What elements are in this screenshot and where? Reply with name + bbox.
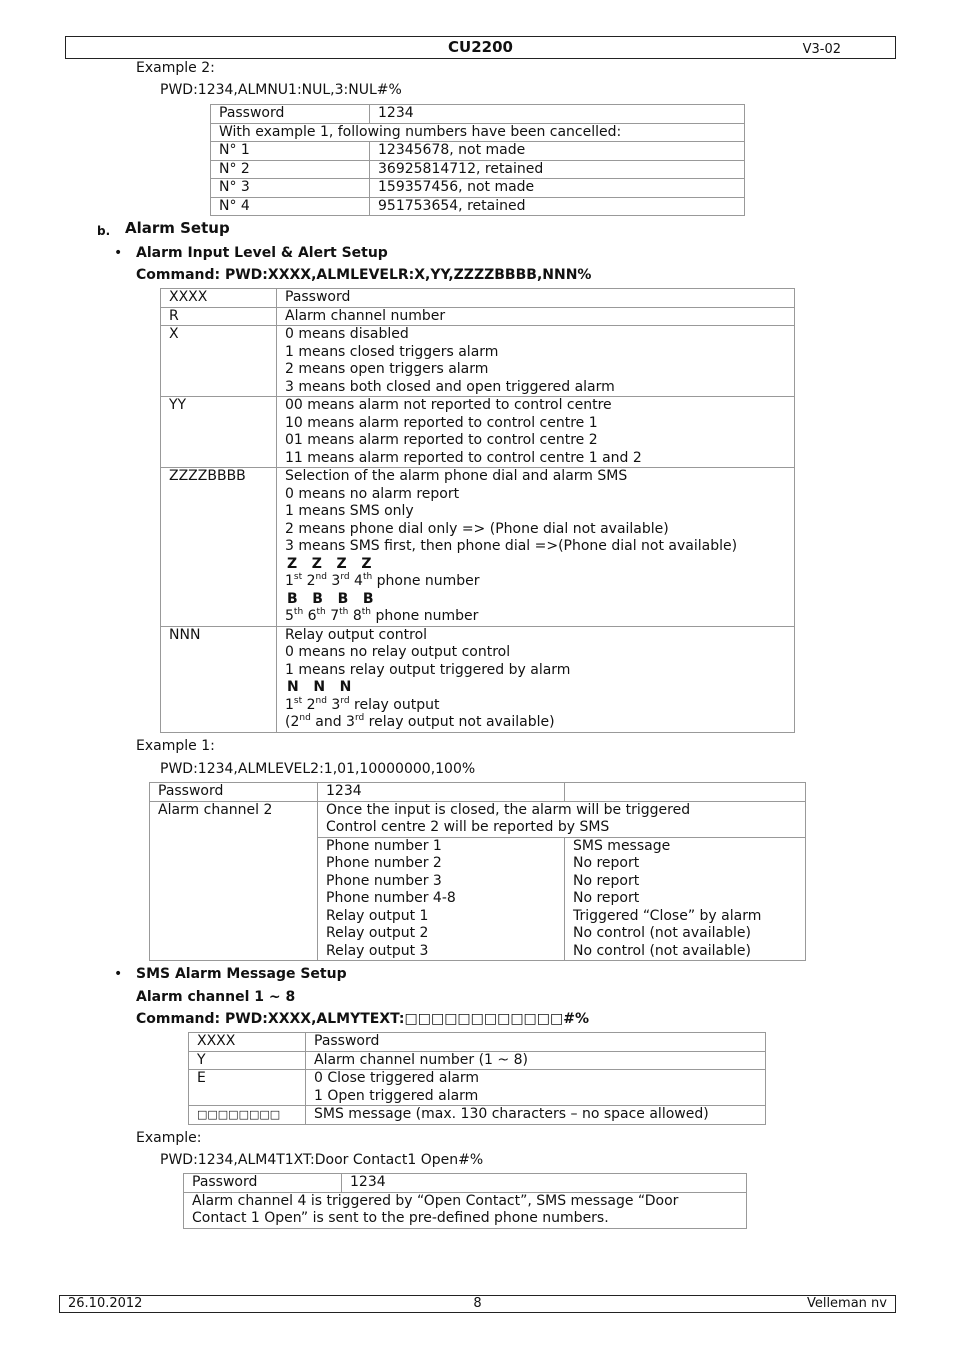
table-row: Password 1234 — [150, 783, 806, 802]
sms-setup-title: SMS Alarm Message Setup — [136, 966, 347, 982]
page-header — [65, 36, 896, 59]
table-row: Password 1234 — [184, 1174, 747, 1193]
table-row: Alarm channel 2 Once the input is closed, the alarm will be triggered Control centre 2 will be reported by SMS — [150, 801, 806, 837]
sms-setup-channel: Alarm channel 1 ~ 8 — [136, 989, 296, 1005]
table-row: X 0 means disabled 1 means closed triggers alarm 2 means open triggers alarm 3 means both closed and open triggered alarm — [161, 326, 795, 397]
example2-command: PWD:1234,ALMNU1:NUL,3:NUL#% — [160, 82, 402, 98]
table-row: With example 1, following numbers have been cancelled: — [211, 123, 745, 142]
footer-page-number: 8 — [473, 1296, 482, 1311]
document-title: CU2200 — [448, 38, 513, 56]
table-row: □□□□□□□□ SMS message (max. 130 characters – no space allowed) — [189, 1106, 766, 1125]
footer-company: Velleman nv — [806, 1296, 887, 1311]
table-row: Phone number 1 Phone number 2 Phone number 3 Phone number 4-8 Relay output 1 Relay output 2 Relay output 3 SMS message No report No report No report Triggered “Close” by alarm No control (not available) No control (not available) — [150, 837, 806, 961]
table-row: N° 2 36925814712, retained — [211, 160, 745, 179]
sms-setup-command: Command: PWD:XXXX,ALMYTEXT:□□□□□□□□□□□□#% — [136, 1011, 589, 1027]
table-row: YY 00 means alarm not reported to control centre 10 means alarm reported to control centre 1 01 means alarm reported to control centre 2 11 means alarm reported to control centre 1 and 2 — [161, 397, 795, 468]
table-row: N° 1 12345678, not made — [211, 142, 745, 161]
table-row: NNN Relay output control 0 means no relay output control 1 means relay output triggered by alarm N N N 1st 2nd 3rd relay output (2nd and 3rd relay output not available) — [161, 626, 795, 732]
table-row: N° 3 159357456, not made — [211, 179, 745, 198]
table-row: XXXX Password — [161, 289, 795, 308]
example1-label: Example 1: — [136, 738, 215, 754]
example1-table — [149, 782, 806, 961]
table-row: E 0 Close triggered alarm 1 Open triggered alarm — [189, 1070, 766, 1106]
section-letter: b. — [97, 224, 111, 238]
bullet-icon: • — [114, 966, 123, 982]
alarm-input-command: Command: PWD:XXXX,ALMLEVELR:X,YY,ZZZZBBBB,NNN% — [136, 267, 592, 283]
example1-command: PWD:1234,ALMLEVEL2:1,01,10000000,100% — [160, 761, 476, 777]
example3-label: Example: — [136, 1130, 202, 1146]
alarm-input-title: Alarm Input Level & Alert Setup — [136, 245, 388, 261]
alarm-input-table — [160, 288, 795, 733]
page-footer — [59, 1295, 896, 1313]
section-title: Alarm Setup — [125, 219, 230, 237]
table-row: Y Alarm channel number (1 ~ 8) — [189, 1051, 766, 1070]
document-version: V3-02 — [802, 42, 841, 57]
bullet-icon: • — [114, 245, 123, 261]
table-row: N° 4 951753654, retained — [211, 197, 745, 216]
sms-setup-table — [188, 1032, 766, 1125]
example3-command: PWD:1234,ALM4T1XT:Door Contact1 Open#% — [160, 1152, 484, 1168]
table-row: ZZZZBBBB Selection of the alarm phone dial and alarm SMS 0 means no alarm report 1 means SMS only 2 means phone dial only => (Phone dial not available) 3 means SMS first, then phone dial =>(Phone dial not available) Z Z Z Z 1st 2nd 3rd 4th phone number B B B B 5th 6th 7th 8th phone number — [161, 468, 795, 627]
table-row: R Alarm channel number — [161, 307, 795, 326]
example2-label: Example 2: — [136, 60, 215, 76]
example3-table — [183, 1173, 747, 1229]
footer-date: 26.10.2012 — [68, 1296, 143, 1311]
table-row: XXXX Password — [189, 1033, 766, 1052]
table-row: Password 1234 — [211, 105, 745, 124]
example2-table — [210, 104, 745, 216]
table-row: Alarm channel 4 is triggered by “Open Contact”, SMS message “Door Contact 1 Open” is sent to the pre-defined phone numbers. — [184, 1192, 747, 1228]
